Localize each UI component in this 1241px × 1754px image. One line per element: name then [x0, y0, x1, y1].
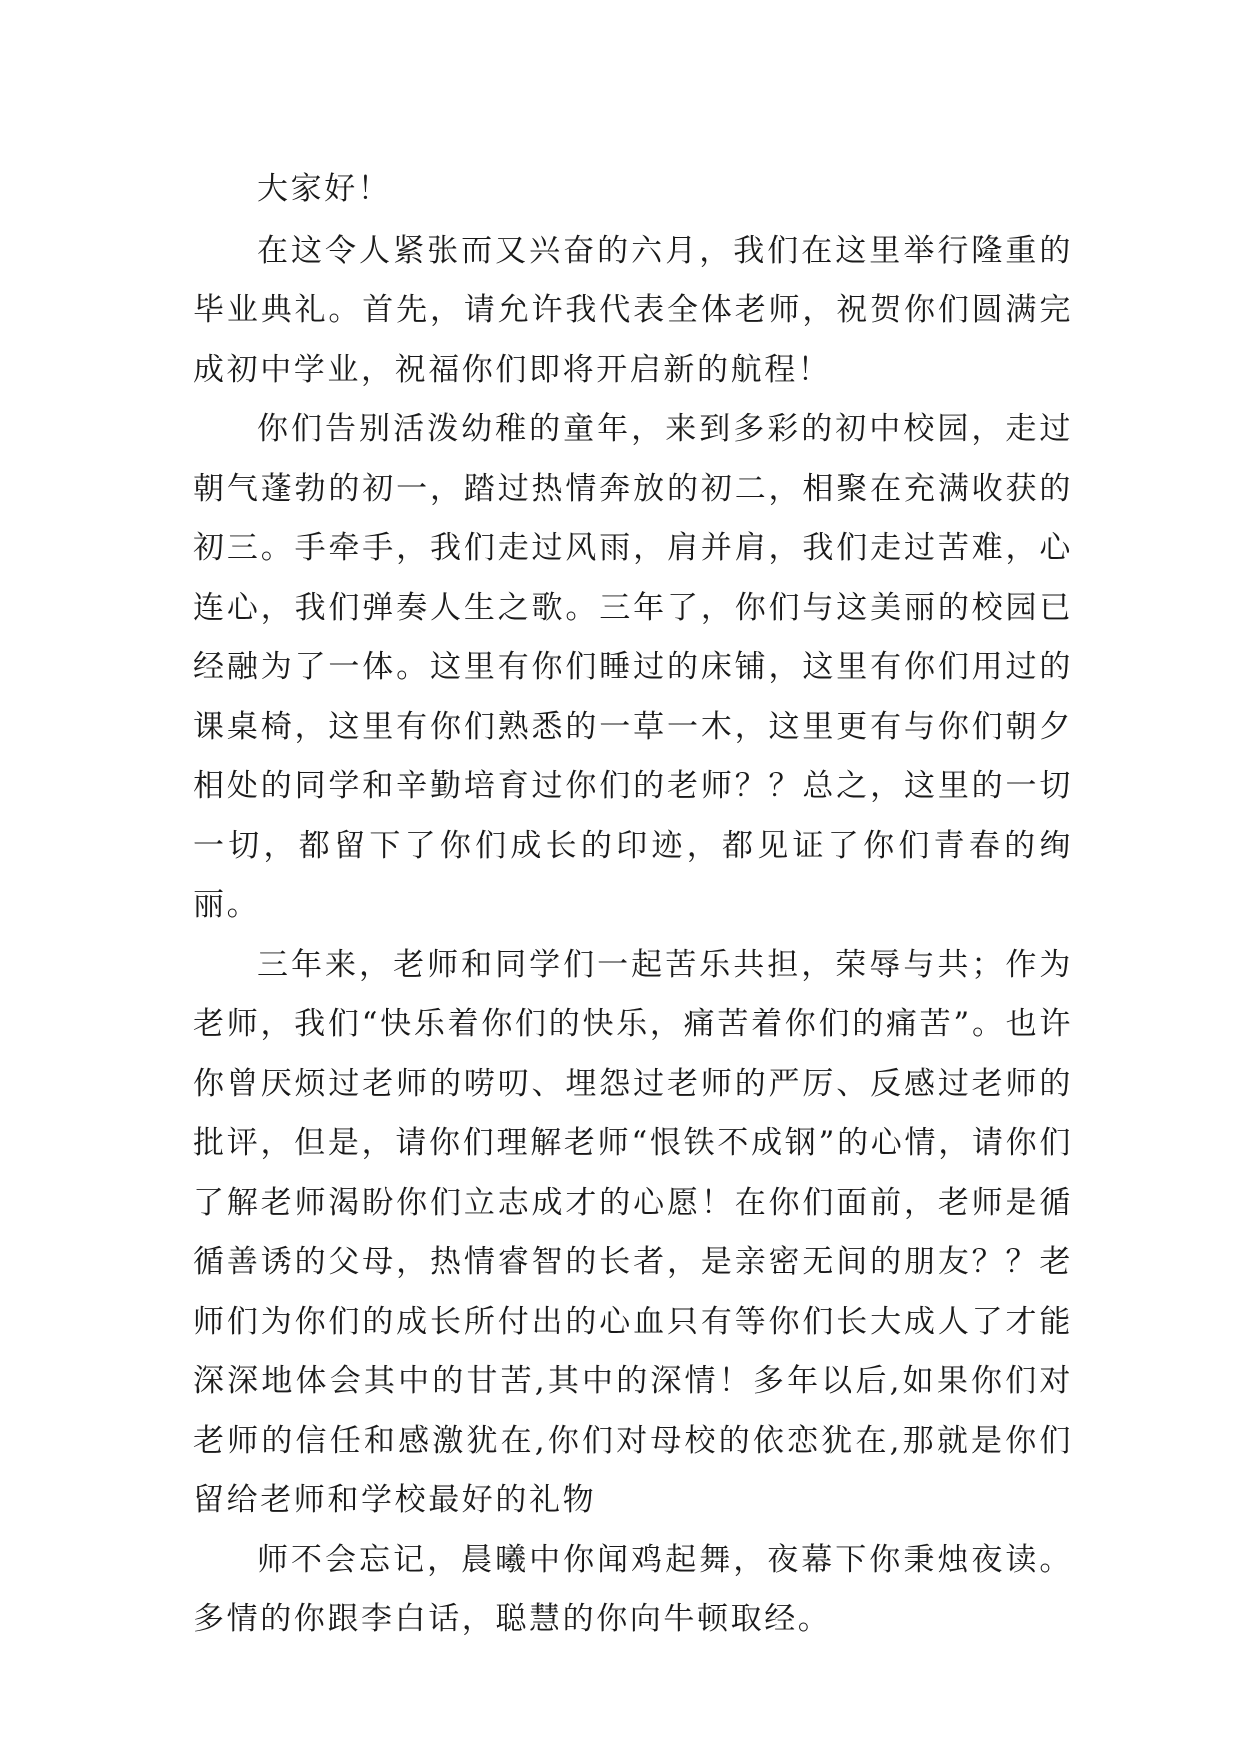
paragraph-closing: 师不会忘记，晨曦中你闻鸡起舞，夜幕下你秉烛夜读。多情的你跟李白话，聪慧的你向牛顿取经。: [193, 1541, 1073, 1637]
paragraph-memories: 你们告别活泼幼稚的童年，来到多彩的初中校园，走过朝气蓬勃的初一，踏过热情奔放的初二，相聚在充满收获的初三。手牵手，我们走过风雨，肩并肩，我们走过苦难，心连心，我们弹奏人生之歌。三年了，你们与这美丽的校园已经融为了一体。这里有你们睡过的床铺，这里有你们用过的课桌椅，这里有你们熟悉的一草一木，这里更有与你们朝夕相处的同学和辛勤培育过你们的老师？？总之，这里的一切一切，都留下了你们成长的印迹，都见证了你们青春的绚丽。: [193, 411, 1073, 923]
paragraph-opening: 在这令人紧张而又兴奋的六月，我们在这里举行隆重的毕业典礼。首先，请允许我代表全体老师，祝贺你们圆满完成初中学业，祝福你们即将开启新的航程！: [193, 232, 1073, 388]
document-body: [193, 160, 1073, 1650]
paragraph-greeting: 大家好！: [257, 171, 392, 207]
paragraph-teachers: 三年来，老师和同学们一起苦乐共担，荣辱与共；作为老师，我们“快乐着你们的快乐，痛苦着你们的痛苦”。也许你曾厌烦过老师的唠叨、埋怨过老师的严厉、反感过老师的批评，但是，请你们理解老师“恨铁不成钢”的心情，请你们了解老师渴盼你们立志成才的心愿！在你们面前，老师是循循善诱的父母，热情睿智的长者，是亲密无间的朋友？？老师们为你们的成长所付出的心血只有等你们长大成人了才能深深地体会其中的甘苦,其中的深情！多年以后,如果你们对老师的信任和感激犹在,你们对母校的依恋犹在,那就是你们留给老师和学校最好的礼物: [193, 946, 1073, 1518]
